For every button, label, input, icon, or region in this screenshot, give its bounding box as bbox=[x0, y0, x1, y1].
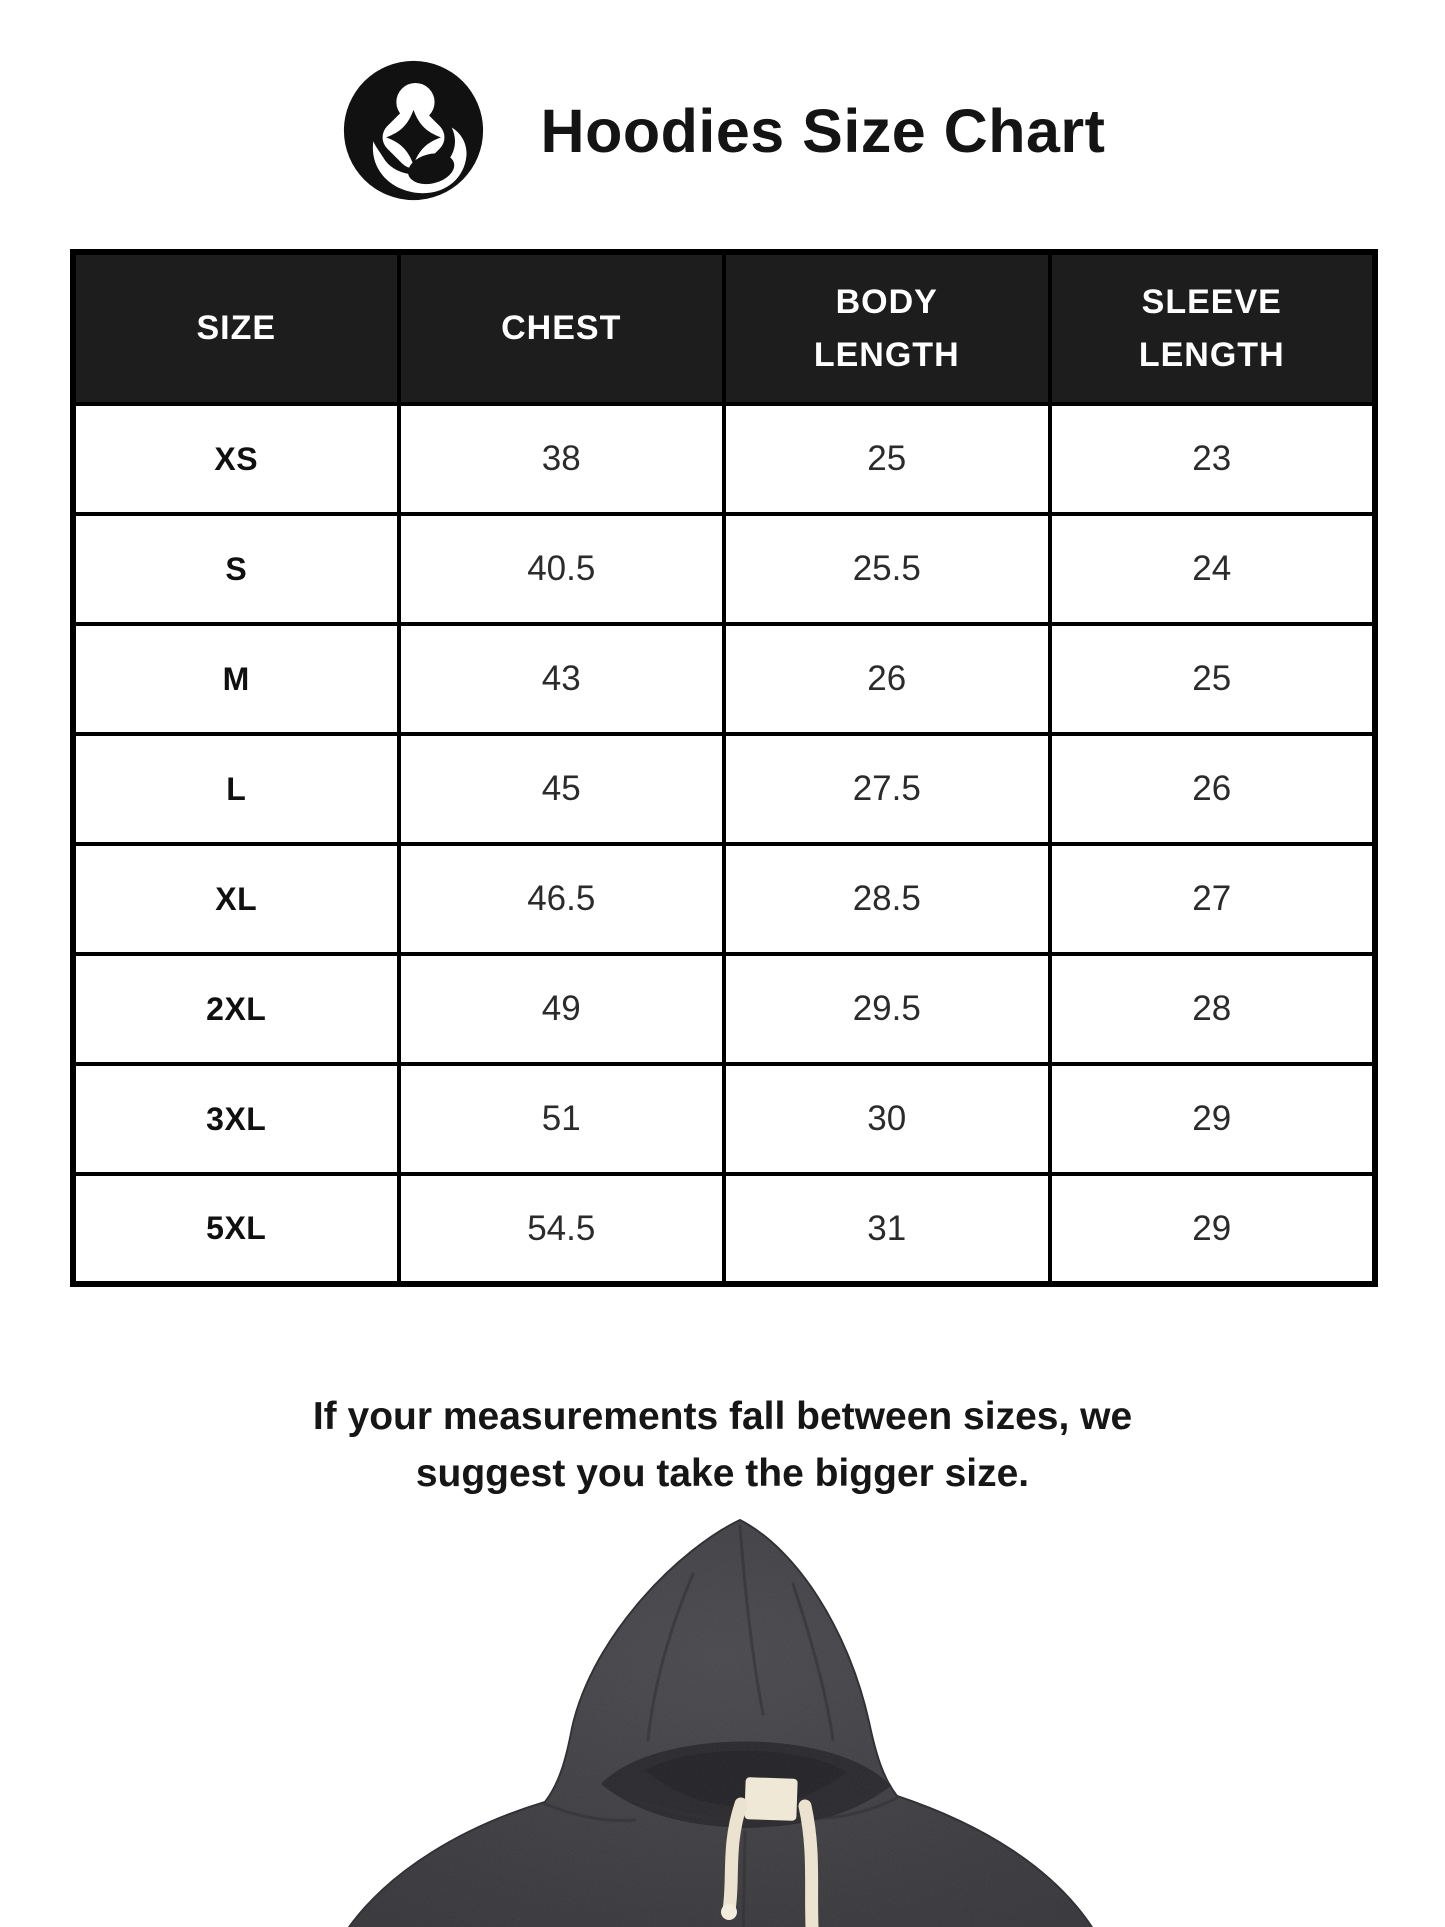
chest-value: 38 bbox=[399, 404, 725, 514]
size-value: XL bbox=[73, 844, 399, 954]
sizing-note bbox=[0, 1388, 1445, 1503]
sleeve-length-value: 24 bbox=[1050, 514, 1376, 624]
table-row bbox=[73, 844, 1375, 954]
sleeve-length-value: 27 bbox=[1050, 844, 1376, 954]
column-header-size: SIZE bbox=[73, 252, 399, 404]
sleeve-length-value: 28 bbox=[1050, 954, 1376, 1064]
hoodie-illustration bbox=[293, 1512, 1153, 1927]
table-row bbox=[73, 1064, 1375, 1174]
sleeve-length-value: 26 bbox=[1050, 734, 1376, 844]
body-length-value: 26 bbox=[724, 624, 1050, 734]
sleeve-length-value: 25 bbox=[1050, 624, 1376, 734]
table-row bbox=[73, 734, 1375, 844]
table-row bbox=[73, 624, 1375, 734]
size-table-container bbox=[70, 249, 1378, 1287]
size-value: S bbox=[73, 514, 399, 624]
body-length-value: 28.5 bbox=[724, 844, 1050, 954]
chest-value: 49 bbox=[399, 954, 725, 1064]
size-value: M bbox=[73, 624, 399, 734]
chest-value: 43 bbox=[399, 624, 725, 734]
sizing-note-line-2: suggest you take the bigger size. bbox=[415, 1452, 1030, 1496]
size-value: L bbox=[73, 734, 399, 844]
table-row bbox=[73, 1174, 1375, 1284]
sizing-note-line-1: If your measurements fall between sizes, we bbox=[312, 1395, 1133, 1438]
size-value: XS bbox=[73, 404, 399, 514]
chest-value: 46.5 bbox=[399, 844, 725, 954]
table-row bbox=[73, 954, 1375, 1064]
sleeve-length-value: 29 bbox=[1050, 1064, 1376, 1174]
table-row bbox=[73, 514, 1375, 624]
size-value: 3XL bbox=[73, 1064, 399, 1174]
size-value: 2XL bbox=[73, 954, 399, 1064]
chest-value: 51 bbox=[399, 1064, 725, 1174]
body-length-value: 31 bbox=[724, 1174, 1050, 1284]
hoodie-product-image bbox=[293, 1512, 1153, 1927]
column-header-chest: CHEST bbox=[399, 252, 725, 404]
body-length-value: 30 bbox=[724, 1064, 1050, 1174]
body-length-value: 29.5 bbox=[724, 954, 1050, 1064]
chest-value: 40.5 bbox=[399, 514, 725, 624]
chest-value: 45 bbox=[399, 734, 725, 844]
body-length-value: 25.5 bbox=[724, 514, 1050, 624]
column-header-body-length: BODY LENGTH bbox=[724, 252, 1050, 404]
body-length-value: 25 bbox=[724, 404, 1050, 514]
table-row bbox=[73, 404, 1375, 514]
table-header-row bbox=[73, 252, 1375, 404]
size-table bbox=[70, 249, 1378, 1287]
page-title: Hoodies Size Chart bbox=[540, 96, 1106, 165]
column-header-sleeve-length: SLEEVE LENGTH bbox=[1050, 252, 1376, 404]
brand-logo-icon bbox=[340, 56, 487, 205]
size-value: 5XL bbox=[73, 1174, 399, 1284]
sleeve-length-value: 29 bbox=[1050, 1174, 1376, 1284]
chest-value: 54.5 bbox=[399, 1174, 725, 1284]
brand-header bbox=[0, 56, 1445, 205]
body-length-value: 27.5 bbox=[724, 734, 1050, 844]
sleeve-length-value: 23 bbox=[1050, 404, 1376, 514]
